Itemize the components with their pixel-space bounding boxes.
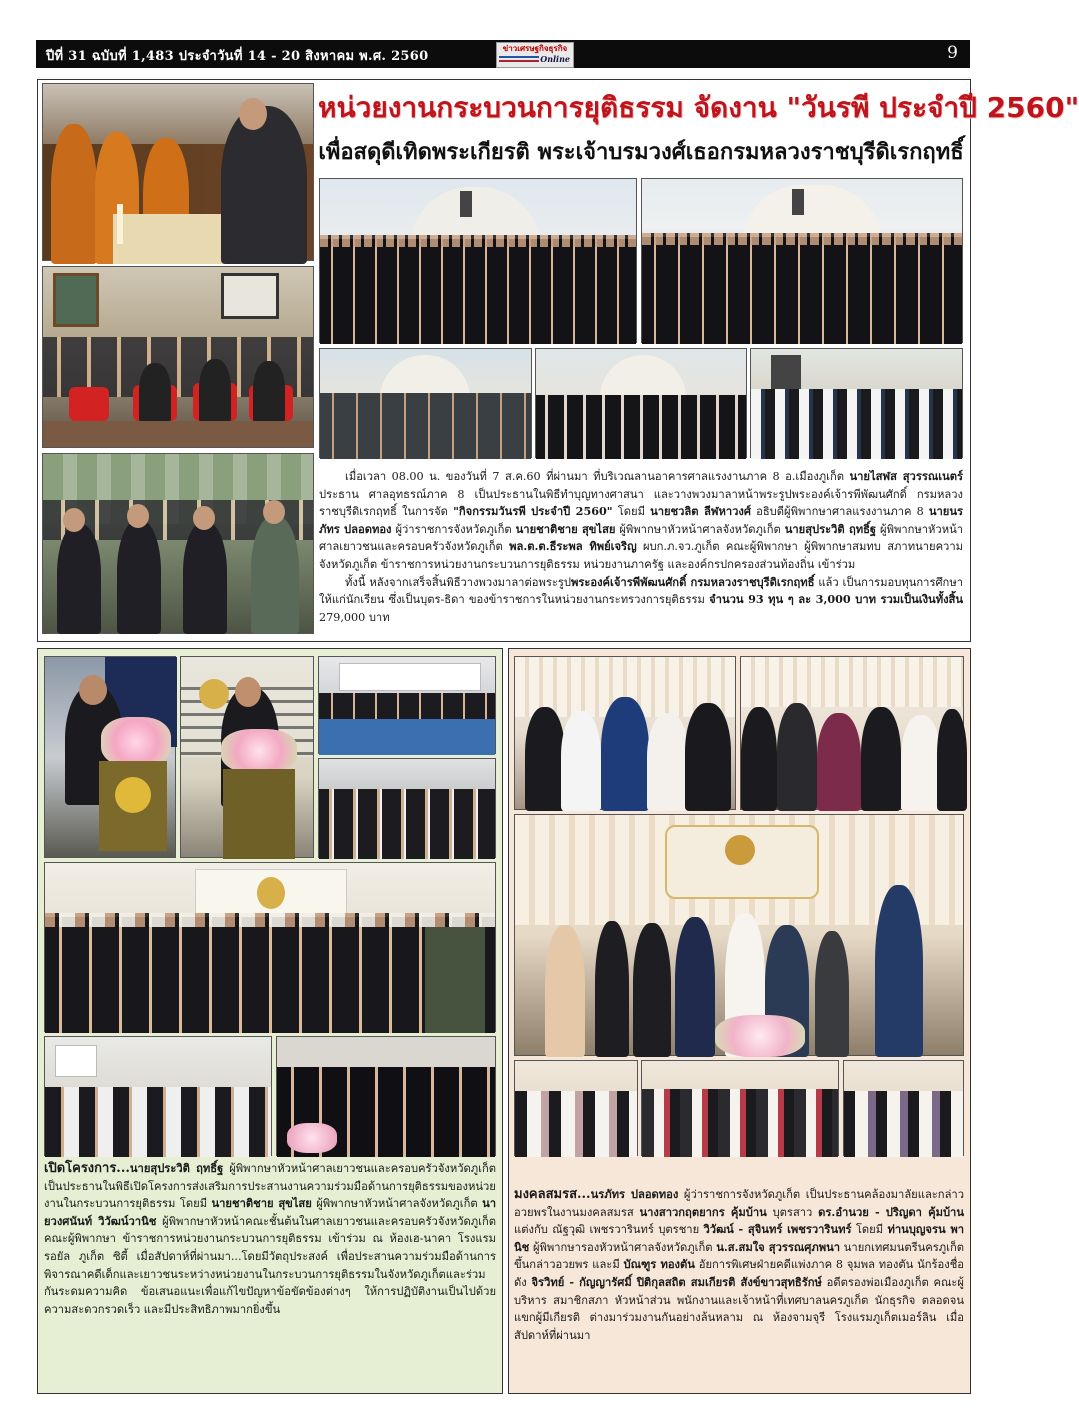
issue-line: ปีที่ 31 ฉบับที่ 1,483 ประจำวันที่ 14 - 20 สิงหาคม พ.ศ. 2560 [46,49,429,64]
photo-group-police [319,348,532,458]
photo-scholarship-children [750,348,963,458]
newspaper-logo [496,42,574,68]
photo-group-staff-2 [641,178,963,343]
photo-seminar-room [318,758,496,858]
article-project-paragraph: เปิดโครงการ...นายสุประวิติ ฤทธิ์ฐ ผู้พิพากษาหัวหน้าศาลเยาวชนและครอบครัวจังหวัดภูเก็ต เป็นประธานในพิธีเปิดโครงการส่งเสริมการประสานงานความร่วมมือด้านการยุติธรรมของหน่วยงานในกระบวนการยุติธรรม โดยมี นายชาติชาย สุขไสย ผู้พิพากษาหัวหน้าศาลจังหวัดภูเก็ต นายวงศนันท์ วิวัฒน์วานิช ผู้พิพากษาหัวหน้าคณะชั้นต้นในศาลเยาวชนและครอบครัวจังหวัดภูเก็ต คณะผู้พิพากษา ข้าราชการหน่วยงานกระบวนการยุติธรรม เข้าร่วม ณ ห้องเฮ-นาคา โรงแรมรอยัล ภูเก็ต ซิตี้ เมื่อสัปดาห์ที่ผ่านมา...โดยมีวัตถุประสงค์ เพื่อประสานความร่วมมือด้านการพิจารณาคดีเด็กและเยาวชนระหว่างหน่วยงานในกระบวนการยุติธรรมในจังหวัดภูเก็ตและร่วมกันระดมความคิด ข้อเสนอแนะเพื่อแก้ไขปัญหาข้อขัดข้องต่างๆ ให้การปฏิบัติงานเป็นไปด้วยความสะดวกรวดเร็ว และมีประสิทธิภาพมากยิ่งขึ้น [44,1161,497,1316]
photo-group-students [535,348,747,458]
article-rapee-paragraph-1: เมื่อเวลา 08.00 น. ของวันที่ 7 ส.ค.60 ที่ผ่านมา ที่บริเวณลานอาคารศาลแรงงานภาค 8 อ.เมืองภูเก็ต นายไสฬส สุวรรณเนตร์ ประธาน ศาลอุทธรณ์ภาค 8 เป็นประธานในพิธีทำบุญทางศาสนา และวางพวงมาลาหน้าพระรูปพระองค์เจ้ารพีพัฒนศักดิ์ กรมหลวงราชบุรีดิเรกฤทธิ์ ในการจัด "กิจกรรมวันรพี ประจำปี 2560" โดยมี นายชวลิต ลีฬหาวงศ์ อธิบดีผู้พิพากษาศาลแรงงานภาค 8 นายนรภัทร ปลอดทอง ผู้ว่าราชการจังหวัดภูเก็ต นายชาติชาย สุขไสย ผู้พิพากษาหัวหน้าศาลจังหวัดภูเก็ต นายสุประวิติ ฤทธิ์ฐ ผู้พิพากษาหัวหน้าศาลเยาวชนและครอบครัวจังหวัดภูเก็ต พล.ต.ต.ธีระพล ทิพย์เจริญ ผบก.ภ.จว.ภูเก็ต คณะผู้พิพากษา ผู้พิพากษาสมทบ สภาทนายความจังหวัดภูเก็ต ข้าราชการหน่วยงานกระบวนการยุติธรรม หน่วยงานภาครัฐ และองค์กรปกครองส่วนท้องถิ่น เข้าร่วม [319,469,964,571]
article-wedding-body [514,1186,964,1386]
photo-women-group [276,1036,496,1156]
photo-wedding-guests-2 [641,1060,839,1156]
photo-group-staff-1 [319,178,637,343]
article-subtitle: เพื่อสดุดีเทิดพระเกียรติ พระเจ้าบรมวงศ์เธอกรมหลวงราชบุรีดิเรกฤทธิ์ [318,140,964,165]
photo-seated-row [44,1036,272,1156]
article-project-body [44,1160,496,1388]
photo-monks-ceremony [42,83,314,261]
photo-head-table [318,656,496,754]
photo-wedding-stage-2 [740,656,964,810]
page-number: 9 [947,43,958,63]
photo-wedding-guests-1 [514,1060,638,1156]
photo-indoor-audience [42,266,314,448]
article-rapee-body [319,468,963,636]
page-header [36,40,970,68]
article-wedding-paragraph: มงคลสมรส...นรภัทร ปลอดทอง ผู้ว่าราชการจังหวัดภูเก็ต เป็นประธานคล้องมาลัยและกล่าวอวยพรในงานมงคลสมรส นางสาวกฤตยากร คุ้มบ้าน บุตรสาว ดร.อำนวย - ปริญดา คุ้มบ้าน แต่งกับ ณัฐวุฒิ เพชรวารินทร์ บุตรชาย วิวัฒน์ - สุจินทร์ เพชรวารินทร์ โดยมี ท่านบุญจรน พานิช ผู้พิพากษารองหัวหน้าศาลจังหวัดภูเก็ต น.ส.สมใจ สุวรรณศุภพนา นายกเทศมนตรีนครภูเก็ต ขึ้นกล่าวอวยพร และมี บัณฑูร ทองตัน อัยการพิเศษฝ่ายคดีแพ่งภาค 8 จุมพล ทองตัน นักร้องชื่อดัง จิรวิทย์ - กัญญารัศมิ์ ปิติกุลสถิต สมเกียรติ สังข์ขาวสุทธิรักษ์ อดีตรองพ่อเมืองภูเก็ต คณะผู้บริหาร สมาชิกสภา หัวหน้าส่วน พนักงานและเจ้าหน้าที่เทศบาลนครภูเก็ต นักธุรกิจ ตลอดจนแขกผู้มีเกียรติ ต่างมาร่วมงานกันอย่างล้นหลาม ณ ห้องจามจุรี โรงแรมภูเก็ตเมอร์ลิน เมื่อสัปดาห์ที่ผ่านมา [514,1187,965,1342]
photo-speaker-podium-2 [180,656,314,858]
photo-wedding-guests-3 [843,1060,964,1156]
logo-online: Online [540,54,570,64]
logo-text: ข่าวเศรษฐกิจธุรกิจ [502,43,568,53]
photo-project-group [44,862,496,1032]
photo-wedding-main [514,814,964,1056]
article-title: หน่วยงานกระบวนการยุติธรรม จัดงาน "วันรพี ประจำปี 2560" [318,91,1079,124]
article-rapee-paragraph-2: ทั้งนี้ หลังจากเสร็จสิ้นพิธีวางพวงมาลาต่อพระรูปพระองค์เจ้ารพีพัฒนศักดิ์ กรมหลวงราชบุรีดิเรกฤทธิ์ แล้ว เป็นการมอบทุนการศึกษาให้แก่นักเรียน ซึ่งเป็นบุตร-ธิดา ของข้าราชการในหน่วยงานกระทรวงการยุติธรรม จำนวน 93 ทุน ๆ ละ 3,000 บาท รวมเป็นเงินทั้งสิ้น 279,000 บาท [319,574,964,624]
photo-wedding-stage-1 [514,656,736,810]
photo-seated-officials [42,453,314,634]
photo-speaker-podium-1 [44,656,176,858]
